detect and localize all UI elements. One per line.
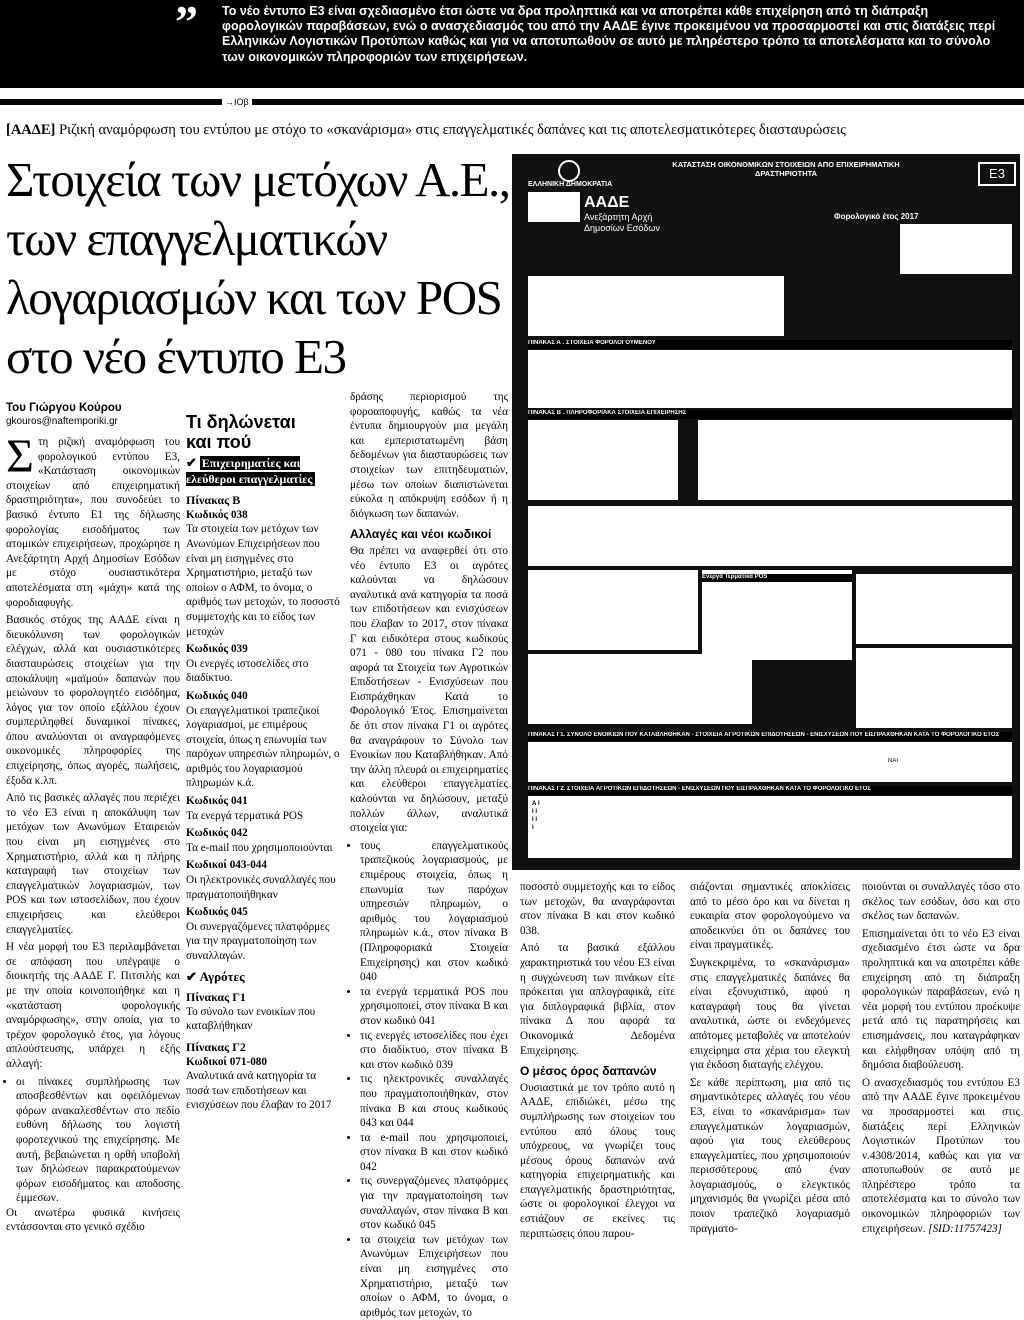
byline — [6, 402, 122, 428]
bullet-item: • τις ενεργές ιστοσελίδες που έχει στο διαδίκτυο, στον πίνακα Β και στον κωδικό 039 — [360, 1029, 508, 1073]
code-label: Κωδικοί 071-080 — [186, 1055, 267, 1068]
form-section-header: ΠΙΝΑΚΑΣ Γ1. ΣΥΝΟΛΟ ΕΝΟΙΚΙΩΝ ΠΟΥ ΚΑΤΑΒΛΗΘΗΚΑΝ - ΣΤΟΙΧΕΙΑ ΑΓΡΟΤΙΚΩΝ ΕΠΙΔΟΤΗΣΕΩΝ - ΕΝΙΣΧΥΣΕΩΝ ΠΟΥ ΕΙΣΠΡΑΧΘΗΚΑΝ ΚΑΤΑ ΤΟ ΦΟΡΟΛΟΓΙΚΟ ΕΤΟΣ — [528, 732, 1012, 741]
form-field-grid — [528, 796, 1012, 858]
pull-quote-text: Το νέο έντυπο Ε3 είναι σχεδιασμένο έτσι ώστε να δρα προληπτικά και να αποτρέπει κάθε επιχείρηση από τη διάπραξη φορολογικών παραβάσεων, ενώ ο ανασχεδιασμός του από την ΑΑΔΕ έγινε προκειμένου να προσαρμοστεί και στις διατάξεις περί Ελληνικών Λογιστικών Προτύπων καθώς και για να αποτυπωθούν σε αυτό με πληρέστερο τρόπο τα αποτελέσματα και το σύνολο των οικονομικών πληροφοριών των επιχειρήσεων. — [222, 4, 996, 64]
story-id: [SID:11757423] — [928, 1222, 1002, 1235]
table-label: Πίνακας Γ1 — [186, 990, 246, 1005]
form-field-grid — [900, 224, 1012, 274]
subheading: Αλλαγές και νέοι κωδικοί — [350, 527, 492, 542]
form-field-grid — [702, 570, 852, 660]
paragraph: Ο ανασχεδιασμός του εντύπου Ε3 από την ΑΑΔΕ έγινε προκειμένου να προσαρμοστεί και στις διατάξεις περί Ελληνικών Λογιστικών Προτύπων του ν.4308/2014, καθώς και για να αποτυπωθούν σε αυτό με πληρέστερο τρόπο τα αποτελέσματα και το σύνολο των οικονομικών πληροφοριών των επιχειρήσεων. — [862, 1076, 1020, 1235]
kicker-tag: [ΑΑΔΕ] — [6, 122, 56, 138]
bullet-item: • τα στοιχεία των μετόχων των Ανωνύμων Επιχειρήσεων που είναι μη εισηγμένες στο Χρηματιστήριο, μεταξύ των οποίων ο ΑΦΜ, το όνομα, ο αριθμός των μετοχών, το — [360, 1233, 508, 1320]
bullet-item: • τα ενεργά τερματικά POS που χρησιμοποιεί, στον πίνακα Β και στον κωδικό 041 — [360, 985, 508, 1029]
code-label: Κωδικός 040 — [186, 689, 248, 702]
form-value: ΝΑΙ — [888, 758, 899, 764]
form-field-grid — [698, 420, 1012, 500]
code-label: Κωδικοί 043-044 — [186, 859, 267, 872]
sidebar-box — [186, 412, 342, 1116]
paragraph: δράσης περιορισμού της φοροαποφυγής, καθώς τα νέα έντυπα δημιουργούν μια μεγάλη και εμπεριστατωμένη βάση δεδομένων για διασταυρώσεις των στοιχείων των επιτηδευματιών, μέσω των οποίων διαπιστώνεται εύκολα η απόκρυψη εσόδων ή η διόγκωση των δαπανών. — [350, 391, 508, 520]
article-column-1 — [6, 430, 180, 1238]
code-label: Κωδικός 039 — [186, 643, 248, 656]
paragraph: Επισημαίνεται ότι το νέο Ε3 είναι σχεδιασμένο έτσι ώστε να δρα προληπτικά και να αποτρέπει κάθε επιχείρηση από τη διάπραξη φορολογικών παραβάσεων, ενώ η νέα μορφή του εντύπου προέκυψε μετά από τις παρατηρήσεις και επισημάνσεις, που καταγράφηκαν και ελήφθησαν υπόψη από τη δημόσια διαβούλευση. — [862, 927, 1020, 1072]
form-section-header: ΠΙΝΑΚΑΣ Γ2. ΣΤΟΙΧΕΙΑ ΑΓΡΟΤΙΚΩΝ ΕΠΙΔΟΤΗΣΕΩΝ - ΕΝΙΣΧΥΣΕΩΝ ΠΟΥ ΕΙΣΠΡΑΧΘΗΚΑΝ ΚΑΤΑ ΤΟ ΦΟΡΟΛΟΓΙΚΟ ΕΤΟΣ — [528, 786, 1012, 795]
form-field-grid — [528, 506, 1012, 566]
headline-line: Στοιχεία των μετόχων Α.Ε., — [6, 152, 510, 207]
sidebar-subtitle: Επιχειρηματίες και ελεύθεροι επαγγελματίες — [186, 456, 313, 486]
form-section-header: Ενεργά Τερματικά POS — [702, 574, 852, 582]
table-label: Πίνακας Β — [186, 493, 241, 508]
article-column-4 — [520, 880, 675, 1244]
form-field-grid — [528, 654, 752, 724]
paragraph: σιάζονται σημαντικές αποκλίσεις από το μέσο όρο και να δίνεται η ευκαιρία στον φορολογούμενο να αποδεικνύει ότι οι δαπάνες του είναι πραγματικές. — [690, 881, 850, 952]
kicker — [6, 122, 1021, 139]
paragraph: Τα ενεργά τερματικά POS — [186, 809, 304, 822]
quote-mark: ” — [175, 0, 194, 47]
paragraph: Οι ηλεκτρονικές συναλλαγές που πραγματοποιήθηκαν — [186, 874, 336, 901]
sidebar-subtitle: Αγρότες — [199, 968, 245, 984]
form-title: ΚΑΤΑΣΤΑΣΗ ΟΙΚΟΝΟΜΙΚΩΝ ΣΤΟΙΧΕΙΩΝ ΑΠΟ ΕΠΙΧΕΙΡΗΜΑΤΙΚΗ ΔΡΑΣΤΗΡΙΟΤΗΤΑ — [672, 160, 900, 178]
form-field-grid — [856, 574, 1012, 644]
paragraph: Από τις βασικές αλλαγές που περιέχει το νέο Ε3 είναι η αποκάλυψη των μετόχων των Ανωνύμων Εταιρειών που είναι μη εισηγμένες στο Χρηματιστήριο, αλλά και η πλήρης καταγραφή των στοιχείων των επαγγελματικών λογαριασμών, των POS και των ιστοσελίδων, που έχουν επιχειρήσεις και ελεύθεροι επαγγελματίες. — [6, 792, 180, 936]
paragraph: Συγκεκριμένα, το «σκανάρισμα» στις επαγγελματικές δαπάνες θα είναι εξονυχιστικό, αφού η καταγραφή τους θα γίνεται αναλυτικά, ώστε οι ενδεχόμενες απότομες μεταβολές να αποτελούν επιχείρημα στα χέρια του ελεγκτή για έκδοση διαταγής ελέγχου. — [690, 956, 850, 1072]
form-field-grid — [528, 276, 784, 336]
bullet-item: • τα e-mail που χρησιμοποιεί, στον πίνακα Β και στον κωδικό 042 — [360, 1131, 508, 1175]
paragraph: Οι ενεργές ιστοσελίδες στο διαδίκτυο. — [186, 657, 309, 685]
paragraph: τη ριζική αναμόρφωση του φορολογικού εντύπου Ε3, «Κατάσταση οικονομικών στοιχείων από επιχειρηματική δραστηριότητα», που συνοδεύει το βασικό έντυπο Ε1 της δήλωσης φορολογίας εισοδήματος των ατομικών επιχειρήσεων, προχώρησε η Ανεξάρτητη Αρχή Δημοσίων Εσόδων με στόχο ουσιαστικότερα αποτελέσματα στη «μάχη» κατά της φοροδιαφυγής. — [6, 436, 180, 609]
paragraph: Από τα βασικά εξάλλου χαρακτηριστικά του νέου Ε3 είναι η συγχώνευση των πινάκων είτε πρόκειται για απλογραφικά, είτε για διπλογραφικά βιβλία, στον πίνακα Δ που αφορά τα Οικονομικά Δεδομένα Επιχείρησης. — [520, 942, 675, 1057]
form-section-header: ΠΙΝΑΚΑΣ Β΄. ΠΛΗΡΟΦΟΡΙΑΚΑ ΣΤΟΙΧΕΙΑ ΕΠΙΧΕΙΡΗΣΗΣ — [528, 410, 1012, 419]
headline-line: στο νέο έντυπο Ε3 — [6, 329, 346, 384]
paragraph: Η νέα μορφή του Ε3 περιλαμβάνεται σε απόφαση που υπέγραψε ο διοικητής της ΑΑΔΕ Γ. Πιτσιλής και με την οποία κοινοποιήθηκε και η «κατάσταση φορολογικής αναμόρφωσης», στην οποία, για το τρέχον φορολογικό έτος, για λόγους απλούστευσης, υπάρχει η εξής αλλαγή: — [6, 941, 180, 1070]
sidebar-title-line: Τι δηλώνεται — [186, 412, 296, 432]
code-label: Κωδικός 045 — [186, 906, 248, 919]
form-code-box: Ε3 — [978, 162, 1016, 186]
aade-logo-subtitle — [584, 212, 660, 234]
page-mark: →ΙΟβ — [222, 97, 252, 107]
author: Του Γιώργου Κούρου — [6, 402, 122, 414]
paragraph: Σε κάθε περίπτωση, μια από τις σημαντικότερες αλλαγές του νέου Ε3, είναι το «σκανάρισμα» των επαγγελματικών λογαριασμών, αφού για τους ελεύθερους επαγγελματίες, που χρησιμοποιούν περισσότερους από έναν λογαριασμούς, ο ελεγκτικός μηχανισμός θα γνωρίζει μέσα από ποιον τραπεζικό λογαριασμό πραγματο- — [690, 1076, 850, 1235]
emblem-icon — [558, 160, 580, 182]
aade-logo: ΑΑΔΕ — [584, 194, 630, 211]
form-field-grid — [856, 648, 1012, 728]
table-label: Πίνακας Γ2 — [186, 1039, 246, 1054]
author-email: gkouros@naftemporiki.gr — [6, 416, 118, 427]
bullet-item: • τις ηλεκτρονικές συναλλαγές που πραγματοποιήθηκαν, στον πίνακα Β και στους κωδικούς 043 και 044 — [360, 1072, 508, 1130]
headline-line: λογαριασμών και των POS — [6, 270, 502, 325]
paragraph: ποιούνται οι συναλλαγές τόσο στο σκέλος των εσόδων, όσο και στο σκέλος των δαπανών. — [862, 881, 1020, 923]
paragraph: Ουσιαστικά με τον τρόπο αυτό η ΑΑΔΕ, επιδιώκει, μέσω της συμπλήρωσης των στοιχείων του εντύπου από όλους τους υπόχρεους, να γνωρίζει τους μέσους όρους δαπανών ανά κατηγορία επιχειρηματικής και επαγγελματικής δραστηριότητας, ώστε οι φορολογικοί έλεγχοι να εστιάζουν σε εκείνες τις περιπτώσεις όπου παρου- — [520, 1081, 675, 1240]
section-divider — [0, 99, 1024, 105]
aade-logo-subtitle-line: Δημοσίων Εσόδων — [584, 223, 660, 233]
form-field-grid — [528, 570, 698, 650]
headline — [6, 150, 510, 386]
paragraph: ποσοστό συμμετοχής και το είδος των μετοχών, θα αναγράφονται στον πίνακα Β και στον κωδικό 038. — [520, 881, 675, 937]
drop-cap: Σ — [6, 430, 34, 483]
paragraph: Αναλυτικά ανά κατηγορία τα ποσά των επιδοτήσεων και ενισχύσεων που έλαβαν το 2017 — [186, 1070, 332, 1112]
e3-form-image — [512, 154, 1020, 870]
paragraph: Τα e-mail που χρησιμοποιούνται — [186, 841, 333, 854]
aade-logo-mark — [528, 192, 580, 222]
sidebar-title — [186, 412, 342, 452]
kicker-text: Ριζική αναμόρφωση του εντύπου με στόχο το «σκανάρισμα» στις επαγγελματικές δαπάνες και τις αποτελεσματικότερες διασταυρώσεις — [55, 122, 846, 138]
code-label: Κωδικός 042 — [186, 827, 248, 840]
form-side-letters: Α Ι Ι Ι Ι Ι Ι — [532, 801, 540, 831]
paragraph: Οι συνεργαζόμενες πλατφόρμες για την πραγματοποίηση των συναλλαγών. — [186, 920, 330, 962]
aade-logo-subtitle-line: Ανεξάρτητη Αρχή — [584, 212, 653, 222]
bullet-item: • τους επαγγελματικούς τραπεζικούς λογαριασμούς, με επιμέρους στοιχεία, όπως η επωνυμία των παρόχων υπηρεσιών πληρωμών, ο αριθμός του λογαριασμού πληρωμών κ.ά., στον πίνακα Β (Πληροφοριακά Στοιχεία Επιχείρησης) και στον κωδικό 040 — [360, 839, 508, 985]
check-icon: ✔ — [186, 455, 197, 470]
bullet-item: • οι πίνακες συμπλήρωσης των αποσβεσθέντων και οφειλόμενων φόρων ανακαλεσθέντων στο πεδίο ευθύνη δήλωσης του λογιστή φοροτεχνικού της επιχείρησης. Με αυτή, βεβαιώνεται η ορθή υποβολή των δηλώσεων παρακρατούμενων φόρων εισοδήματος και αποδοσης έμμεσων. — [16, 1075, 180, 1206]
paragraph: Οι επαγγελματικοί τραπεζικοί λογαριασμοί, με επιμέρους στοιχεία, όπως η επωνυμία των παρόχων υπηρεσιών πληρωμών, ο αριθμός του λογαριασμού πληρωμών κ.ά. — [186, 704, 340, 790]
paragraph: Το σύνολο των ενοικίων που καταβλήθηκαν — [186, 1005, 316, 1033]
form-fiscal-year: Φορολογικό έτος 2017 — [834, 212, 919, 221]
paragraph: Τα στοιχεία των μετόχων των Ανωνύμων Επιχειρήσεων που είναι μη εισηγμένες στο Χρηματιστήριο, μεταξύ των οποίων ο ΑΦΜ, το όνομα, ο αριθμός των μετοχών, το ποσοστό συμμετοχής και το είδος των μετοχών — [186, 523, 340, 638]
form-field-grid — [528, 742, 1012, 782]
check-icon: ✔ — [186, 968, 197, 984]
code-label: Κωδικός 041 — [186, 795, 248, 808]
form-field-grid — [528, 420, 678, 500]
form-field-grid — [528, 350, 1012, 408]
article-column-3 — [350, 390, 508, 1320]
headline-line: των επαγγελματικών — [6, 211, 387, 266]
article-column-5 — [690, 880, 850, 1239]
form-gov-name: ΕΛΛΗΝΙΚΗ ΔΗΜΟΚΡΑΤΙΑ — [528, 181, 613, 188]
paragraph: Βασικός στόχος της ΑΑΔΕ είναι η διευκόλυνση των φορολογικών ελέγχων, αλλά και ουσιαστικότερες διασταυρώσεις στοιχείων για την αποκάλυψη «μαϊμού» δαπανών που μειώνουν το φορολογητέο εισόδημα, λόγος για τον οποίο εξάλλου έχουν συμπεριληφθεί δυναμικοί πίνακες, όπου αναλύονται οι αναγραφόμενες οικονομικές πληροφορίες της επιχείρησης, όπως αγορές, πωλήσεις, έξοδα κ.λπ. — [6, 614, 180, 787]
paragraph: Οι ανωτέρω φυσικά κινήσεις εντάσσονται στο γενικό σχέδιο — [6, 1206, 180, 1234]
bullet-item: • τις συνεργαζόμενες πλατφόρμες για την πραγματοποίηση των συναλλαγών, στον πίνακα Β και στον κωδικό 045 — [360, 1174, 508, 1232]
form-section-header: ΠΙΝΑΚΑΣ Α΄. ΣΤΟΙΧΕΙΑ ΦΟΡΟΛΟΓΟΥΜΕΝΟΥ — [528, 340, 1012, 349]
subheading: Ο μέσος όρος δαπανών — [520, 1064, 657, 1079]
paragraph: Θα πρέπει να αναφερθεί ότι στο νέο έντυπο Ε3 οι αγρότες καλούνται να δηλώσουν αναλυτικά ανά κατηγορία τα ποσά των επιδοτήσεων και ενισχύσεων που έλαβαν το 2017, στον πίνακα Γ και ειδικότερα στους κωδικούς 071 - 080 του πίνακα Γ2 που αφορά τα Στοιχεία των Αγροτικών Επιδοτήσεων - Ενισχύσεων που Εισπράχθηκαν Κατά το Φορολογικό Έτος. Επισημαίνεται δε ότι στον πίνακα Γ1 οι αγρότες θα αναγράφουν το Σύνολο των Ενοικίων που Καταβλήθηκαν. Από την άλλη πλευρά οι επιχειρηματίες και ελεύθεροι επαγγελματίες καλούνται να δηλώσουν, μεταξύ πολλών άλλων, αναλυτικά στοιχεία για: — [350, 544, 508, 835]
article-column-6 — [862, 880, 1020, 1239]
code-label: Κωδικός 038 — [186, 508, 248, 521]
sidebar-title-line: και πού — [186, 432, 252, 452]
